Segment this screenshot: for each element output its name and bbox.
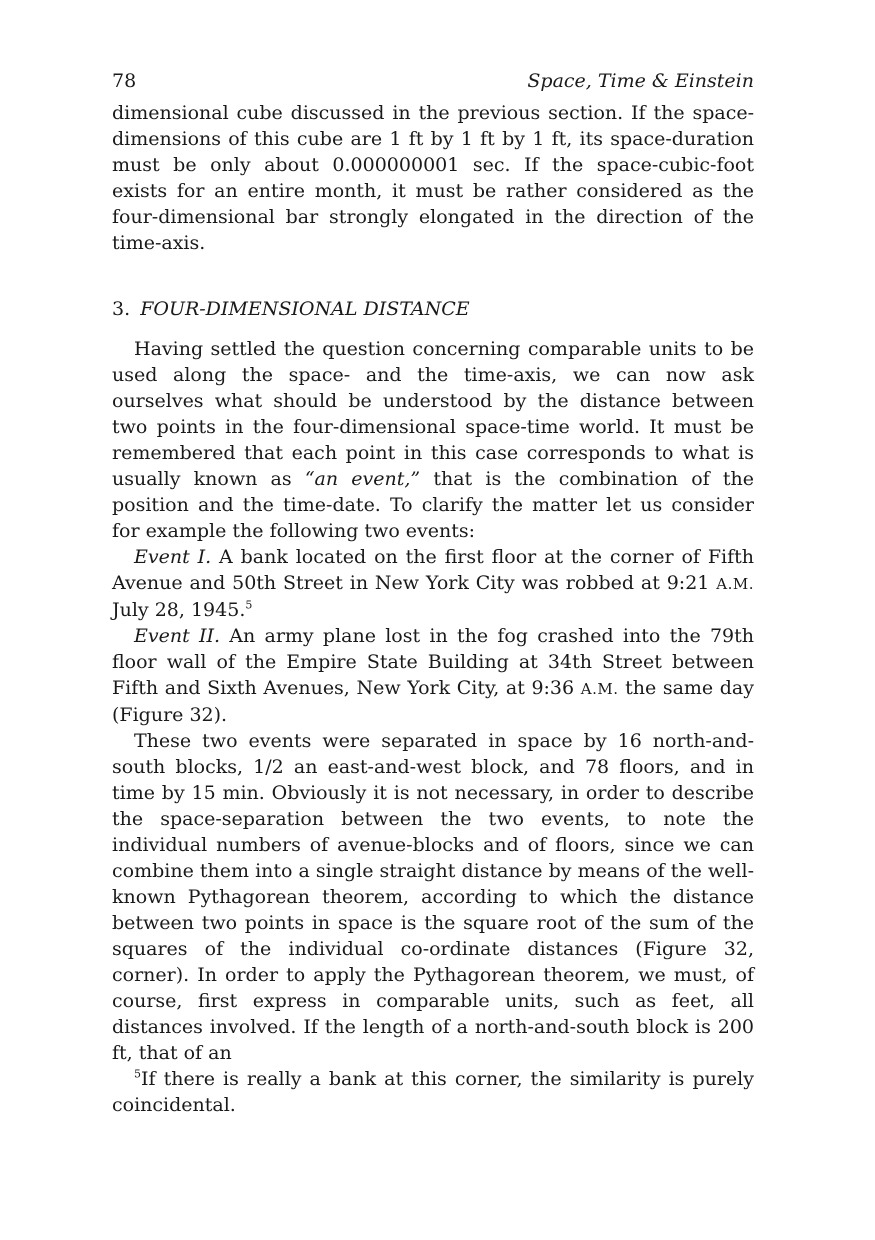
paragraph-intro-part-2: that is the combination of the position and the time-date. To clarify the matter let us consider for example the following two events: — [112, 468, 754, 542]
running-title: Space, Time & Einstein — [527, 70, 754, 92]
footnote-marker: 5 — [134, 1067, 141, 1081]
event-one-am: A.M. — [716, 575, 754, 593]
event-one-date: July 28, 1945. — [112, 599, 246, 621]
body-text — [112, 100, 754, 1118]
footnote-reference: 5 — [245, 598, 253, 612]
section-heading — [112, 296, 754, 322]
event-two-paragraph — [112, 623, 754, 728]
page-number: 78 — [112, 70, 137, 92]
event-two-label: Event II. — [134, 625, 221, 647]
section-number: 3. — [112, 298, 131, 320]
running-head — [112, 70, 754, 100]
event-one-text: A bank located on the first floor at the corner of Fifth Avenue and 50th Street in New York City was robbed at 9:21 — [112, 546, 754, 594]
paragraph-continued: dimensional cube discussed in the previous section. If the space-dimensions of this cube are 1 ft by 1 ft by 1 ft, its space-duration must be only about 0.000000001 sec. If the space-cubic-foot exists for an entire month, it must be rather considered as the four-dimensional bar strongly elongated in the direction of the time-axis. — [112, 102, 754, 254]
event-two-tail: the same day (Figure 32). — [112, 677, 754, 726]
footnote-text: If there is really a bank at this corner, the similarity is purely coincidental. — [112, 1068, 754, 1116]
event-one-label: Event I. — [134, 546, 212, 568]
book-page — [112, 70, 754, 1118]
event-two-am: A.M. — [580, 680, 619, 698]
event-two-text: An army plane lost in the fog crashed into the 79th floor wall of the Empire State Building at 34th Street between Fifth and Sixth Avenues, New York City, at 9:36 — [112, 625, 754, 699]
paragraph-intro — [112, 336, 754, 544]
paragraph-separation: These two events were separated in space by 16 north-and-south blocks, 1/2 an east-and-west block, and 78 floors, and in time by 15 min. Obviously it is not necessary, in order to describe the space-separation between the two events, to note the individual numbers of avenue-blocks and of floors, since we can combine them into a single straight distance by means of the well-known Pythagorean theorem, according to which the distance between two points in space is the square root of the sum of the squares of the individual co-ordinate distances (Figure 32, corner). In order to apply the Pythagorean theorem, we must, of course, first express in comparable units, such as feet, all distances involved. If the length of a north-and-south block is 200 ft, that of an — [112, 730, 754, 1064]
section-title: FOUR-DIMENSIONAL DISTANCE — [140, 298, 470, 320]
event-one-paragraph — [112, 544, 754, 623]
paragraph-intro-part-1: Having settled the question concerning comparable units to be used along the space- and the time-axis, we can now ask ourselves what should be understood by the distance between two points in the four-dimensional space-time world. It must be remembered that each point in this case corresponds to what is usually known as — [112, 338, 754, 490]
an-event-phrase: “an event,” — [304, 468, 421, 490]
footnote — [112, 1066, 754, 1118]
